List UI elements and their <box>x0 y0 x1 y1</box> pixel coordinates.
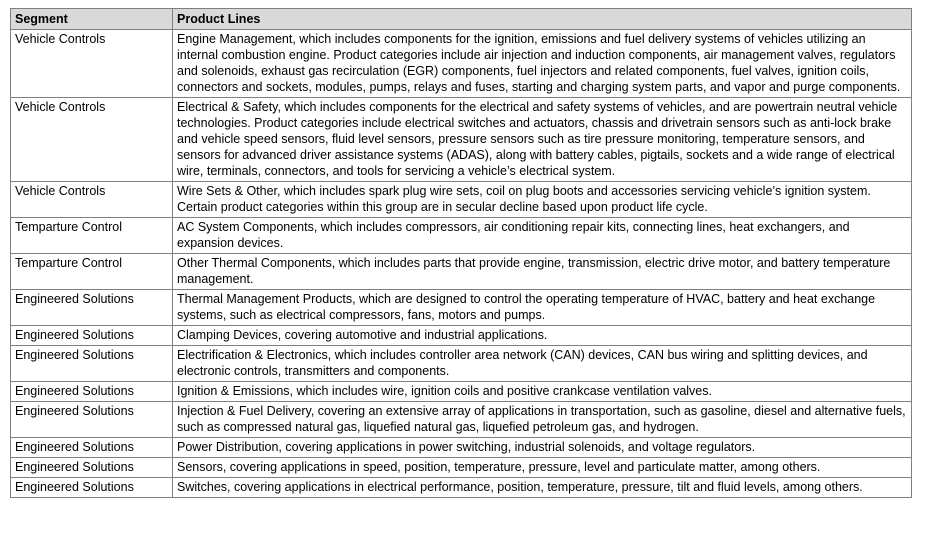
table-row <box>11 218 912 254</box>
segment-cell: Engineered Solutions <box>11 402 173 438</box>
segment-product-lines-table <box>10 8 912 498</box>
table-header-row <box>11 9 912 30</box>
product-lines-cell: Wire Sets & Other, which includes spark plug wire sets, coil on plug boots and accessories servicing vehicle’s ignition system. Certain product categories within this group are in secular decline based upon product life cycle. <box>173 182 912 218</box>
header-segment: Segment <box>11 9 173 30</box>
product-lines-cell: Clamping Devices, covering automotive and industrial applications. <box>173 326 912 346</box>
table-row <box>11 254 912 290</box>
segment-cell: Engineered Solutions <box>11 458 173 478</box>
table-row <box>11 402 912 438</box>
product-lines-cell: Power Distribution, covering applications in power switching, industrial solenoids, and voltage regulators. <box>173 438 912 458</box>
segment-cell: Engineered Solutions <box>11 326 173 346</box>
table-row <box>11 326 912 346</box>
segment-cell: Engineered Solutions <box>11 346 173 382</box>
product-lines-cell: Sensors, covering applications in speed, position, temperature, pressure, level and particulate matter, among others. <box>173 458 912 478</box>
header-product-lines: Product Lines <box>173 9 912 30</box>
segment-cell: Vehicle Controls <box>11 182 173 218</box>
table-row <box>11 182 912 218</box>
segment-cell: Engineered Solutions <box>11 382 173 402</box>
segment-table-container <box>10 8 911 498</box>
segment-cell: Engineered Solutions <box>11 438 173 458</box>
product-lines-cell: Ignition & Emissions, which includes wire, ignition coils and positive crankcase ventilation valves. <box>173 382 912 402</box>
table-row <box>11 438 912 458</box>
product-lines-cell: Engine Management, which includes components for the ignition, emissions and fuel delivery systems of vehicles utilizing an internal combustion engine. Product categories include air injection and induction components, air management valves, regulators and solenoids, exhaust gas recirculation (EGR) components, fuel injectors and related components, fuel valves, ignition coils, connectors and sockets, modules, pumps, relays and fuses, starting and charging system parts, and vapor and purge components. <box>173 30 912 98</box>
segment-cell: Vehicle Controls <box>11 30 173 98</box>
product-lines-cell: Other Thermal Components, which includes parts that provide engine, transmission, electric drive motor, and battery temperature management. <box>173 254 912 290</box>
table-row <box>11 98 912 182</box>
segment-cell: Temparture Control <box>11 218 173 254</box>
product-lines-cell: Electrification & Electronics, which includes controller area network (CAN) devices, CAN bus wiring and splitting devices, and electronic controls, transmitters and components. <box>173 346 912 382</box>
product-lines-cell: Switches, covering applications in electrical performance, position, temperature, pressure, tilt and fluid levels, among others. <box>173 478 912 498</box>
product-lines-cell: AC System Components, which includes compressors, air conditioning repair kits, connecting lines, heat exchangers, and expansion devices. <box>173 218 912 254</box>
segment-cell: Vehicle Controls <box>11 98 173 182</box>
segment-cell: Temparture Control <box>11 254 173 290</box>
product-lines-cell: Injection & Fuel Delivery, covering an extensive array of applications in transportation, such as gasoline, diesel and alternative fuels, such as compressed natural gas, liquefied natural gas, liquefied petroleum gas, and hydrogen. <box>173 402 912 438</box>
segment-cell: Engineered Solutions <box>11 478 173 498</box>
product-lines-cell: Thermal Management Products, which are designed to control the operating temperature of HVAC, battery and heat exchange systems, such as electrical compressors, fans, motors and pumps. <box>173 290 912 326</box>
product-lines-cell: Electrical & Safety, which includes components for the electrical and safety systems of vehicles, and are powertrain neutral vehicle technologies. Product categories include electrical switches and actuators, chassis and drivetrain sensors such as anti-lock brake and vehicle speed sensors, fluid level sensors, pressure sensors such as tire pressure monitoring, temperature sensors, and sensors for advanced driver assistance systems (ADAS), along with battery cables, pigtails, sockets and a wide range of electrical wire, terminals, connectors, and tools for servicing a vehicle’s electrical system. <box>173 98 912 182</box>
segment-cell: Engineered Solutions <box>11 290 173 326</box>
table-row <box>11 346 912 382</box>
table-row <box>11 458 912 478</box>
table-row <box>11 290 912 326</box>
table-row <box>11 30 912 98</box>
table-row <box>11 478 912 498</box>
table-row <box>11 382 912 402</box>
